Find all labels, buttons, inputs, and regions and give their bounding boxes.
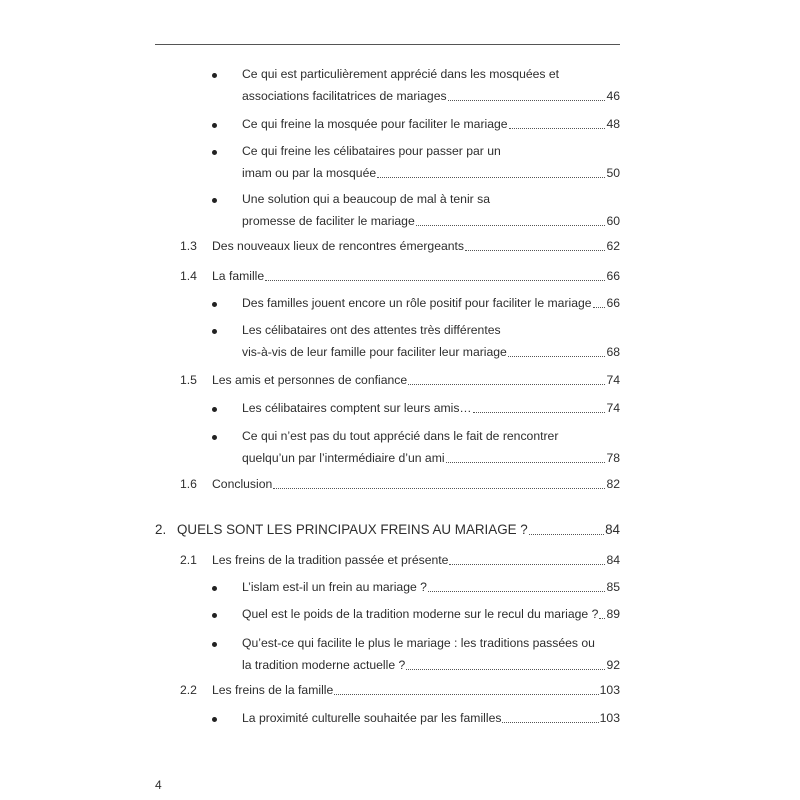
entry-text-line: Une solution qui a beaucoup de mal à tenir sa <box>242 192 490 206</box>
toc-section-entry <box>180 265 620 287</box>
page-ref: 78 <box>606 451 620 465</box>
entry-last-line <box>242 447 620 469</box>
dot-leader <box>599 618 605 619</box>
dot-leader <box>593 307 606 308</box>
dot-leader <box>408 384 605 385</box>
entry-text-line: Les célibataires ont des attentes très différentes <box>242 323 501 337</box>
toc-section-entry <box>180 369 620 391</box>
section-number: 1.3 <box>180 239 197 253</box>
bullet-icon <box>212 717 217 722</box>
toc-bullet-entry <box>242 707 620 729</box>
section-title: Les amis et personnes de confiance <box>212 373 408 387</box>
entry-last-line <box>212 679 620 701</box>
section-title: Les freins de la tradition passée et présente <box>212 553 449 567</box>
bullet-icon <box>212 73 217 78</box>
entry-last-line <box>242 707 620 729</box>
entry-text-line: vis-à-vis de leur famille pour faciliter leur mariage <box>242 345 507 359</box>
bullet-icon <box>212 329 217 334</box>
toc-section-entry <box>180 679 620 701</box>
page-ref: 85 <box>606 580 620 594</box>
dot-leader <box>502 722 598 723</box>
dot-leader <box>406 669 605 670</box>
section-title: Conclusion <box>212 477 273 491</box>
dot-leader <box>448 100 606 101</box>
chapter-number: 2. <box>155 522 167 537</box>
entry-text-line: Ce qui n’est pas du tout apprécié dans le fait de rencontrer <box>242 429 559 443</box>
section-number: 2.2 <box>180 683 197 697</box>
entry-last-line <box>177 519 620 541</box>
toc-bullet-entry <box>242 63 620 107</box>
entry-text-line: Ce qui freine les célibataires pour passer par un <box>242 144 501 158</box>
dot-leader <box>508 356 606 357</box>
dot-leader <box>265 280 605 281</box>
page-ref: 89 <box>606 607 620 621</box>
page-ref: 84 <box>605 522 620 537</box>
entry-text-line: associations facilitatrices de mariages <box>242 89 447 103</box>
entry-last-line <box>242 576 620 598</box>
dot-leader <box>473 412 606 413</box>
entry-text-line: la tradition moderne actuelle ? <box>242 658 406 672</box>
entry-text-line: Ce qui est particulièrement apprécié dans les mosquées et <box>242 67 560 81</box>
dot-leader <box>529 534 604 535</box>
entry-text-line: quelqu’un par l’intermédiaire d’un ami <box>242 451 445 465</box>
page-ref: 48 <box>606 117 620 131</box>
dot-leader <box>416 225 606 226</box>
chapter-title: QUELS SONT LES PRINCIPAUX FREINS AU MARIAGE ? <box>177 522 528 537</box>
entry-text-line: imam ou par la mosquée <box>242 166 377 180</box>
entry-last-line <box>242 210 620 232</box>
section-number: 1.5 <box>180 373 197 387</box>
toc-bullet-entry <box>242 632 620 676</box>
entry-text-line: Qu’est-ce qui facilite le plus le mariage : les traditions passées ou <box>242 636 595 650</box>
bullet-icon <box>212 613 217 618</box>
bullet-icon <box>212 435 217 440</box>
bullet-icon <box>212 123 217 128</box>
entry-last-line <box>242 654 620 676</box>
entry-last-line <box>212 265 620 287</box>
page-ref: 74 <box>606 373 620 387</box>
section-title: Des nouveaux lieux de rencontres émergeants <box>212 239 465 253</box>
toc-bullet-entry <box>242 319 620 363</box>
section-title: La famille <box>212 269 265 283</box>
entry-last-line <box>242 603 620 625</box>
page-ref: 103 <box>599 683 620 697</box>
dot-leader <box>334 694 598 695</box>
dot-leader <box>273 488 605 489</box>
bullet-icon <box>212 150 217 155</box>
page-ref: 74 <box>606 401 620 415</box>
dot-leader <box>446 462 606 463</box>
entry-last-line <box>212 235 620 257</box>
page-ref: 66 <box>606 269 620 283</box>
bullet-icon <box>212 642 217 647</box>
entry-last-line <box>212 473 620 495</box>
toc-bullet-entry <box>242 425 620 469</box>
page-ref: 46 <box>606 89 620 103</box>
dot-leader <box>428 591 606 592</box>
toc-bullet-entry <box>242 292 620 314</box>
toc-bullet-entry <box>242 113 620 135</box>
toc-bullet-entry <box>242 397 620 419</box>
page-ref: 66 <box>606 296 620 310</box>
toc-bullet-entry <box>242 140 620 184</box>
entry-text-line: L’islam est-il un frein au mariage ? <box>242 580 427 594</box>
section-title: Les freins de la famille <box>212 683 334 697</box>
entry-last-line <box>242 113 620 135</box>
entry-last-line <box>242 85 620 107</box>
entry-text-line: Des familles jouent encore un rôle positif pour faciliter le mariage <box>242 296 592 310</box>
page-number: 4 <box>155 778 162 792</box>
toc-bullet-entry <box>242 576 620 598</box>
page-ref: 60 <box>606 214 620 228</box>
section-number: 1.6 <box>180 477 197 491</box>
dot-leader <box>377 177 605 178</box>
entry-last-line <box>212 549 620 571</box>
entry-text-line: Quel est le poids de la tradition moderne sur le recul du mariage ? <box>242 607 599 621</box>
page-ref: 84 <box>606 553 620 567</box>
entry-last-line <box>242 292 620 314</box>
bullet-icon <box>212 407 217 412</box>
entry-last-line <box>242 162 620 184</box>
entry-text-line: Les célibataires comptent sur leurs amis… <box>242 401 472 415</box>
page-ref: 103 <box>599 711 620 725</box>
entry-last-line <box>242 341 620 363</box>
entry-last-line <box>212 369 620 391</box>
entry-text-line: promesse de faciliter le mariage <box>242 214 415 228</box>
bullet-icon <box>212 586 217 591</box>
toc-chapter-entry <box>155 519 620 541</box>
entry-text-line: La proximité culturelle souhaitée par les familles <box>242 711 502 725</box>
toc-section-entry <box>180 235 620 257</box>
section-number: 2.1 <box>180 553 197 567</box>
toc-section-entry <box>180 473 620 495</box>
dot-leader <box>465 250 605 251</box>
header-rule <box>155 44 620 45</box>
dot-leader <box>449 564 605 565</box>
page-ref: 92 <box>606 658 620 672</box>
bullet-icon <box>212 302 217 307</box>
dot-leader <box>509 128 606 129</box>
page-ref: 50 <box>606 166 620 180</box>
page-ref: 62 <box>606 239 620 253</box>
entry-last-line <box>242 397 620 419</box>
section-number: 1.4 <box>180 269 197 283</box>
toc-bullet-entry <box>242 188 620 232</box>
page-ref: 82 <box>606 477 620 491</box>
toc-bullet-entry <box>242 603 620 625</box>
toc-section-entry <box>180 549 620 571</box>
page-ref: 68 <box>606 345 620 359</box>
entry-text-line: Ce qui freine la mosquée pour faciliter le mariage <box>242 117 508 131</box>
bullet-icon <box>212 198 217 203</box>
